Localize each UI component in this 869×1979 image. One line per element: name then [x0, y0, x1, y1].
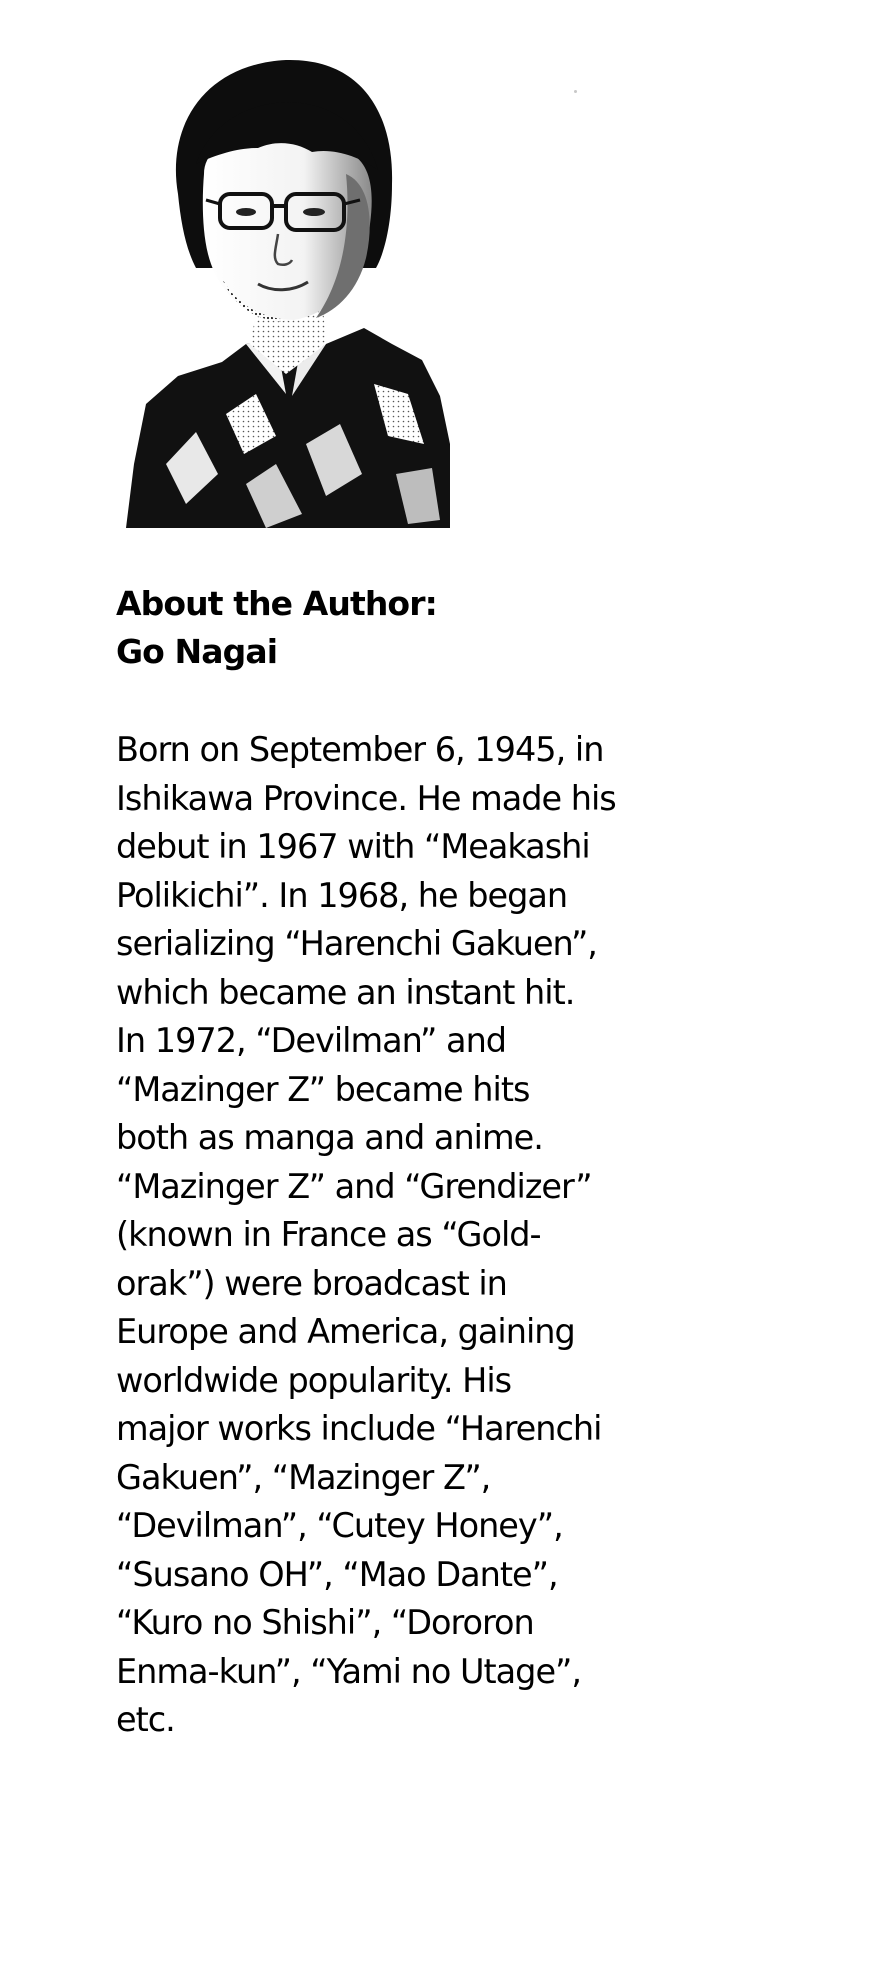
bio-line: Europe and America, gaining	[116, 1312, 575, 1351]
bio-line: Gakuen”, “Mazinger Z”,	[116, 1457, 491, 1497]
author-biography	[116, 726, 816, 1745]
bio-line: Born on September 6, 1945, in	[116, 730, 604, 769]
bio-line: “Mazinger Z” became hits	[116, 1069, 530, 1109]
author-name: Go Nagai	[116, 632, 278, 671]
bio-line: “Mazinger Z” and “Grendizer”	[116, 1166, 592, 1206]
bio-line: (known in France as “Gold-	[116, 1215, 541, 1254]
bio-line: “Kuro no Shishi”, “Dororon	[116, 1603, 534, 1642]
bio-line: In 1972, “Devilman” and	[116, 1021, 507, 1060]
bio-line: Polikichi”. In 1968, he began	[116, 875, 568, 915]
bio-line: “Susano OH”, “Mao Dante”,	[116, 1554, 558, 1594]
bio-line: which became an instant hit.	[116, 972, 575, 1012]
bio-line: debut in 1967 with “Meakashi	[116, 827, 590, 866]
speck-mark	[574, 90, 577, 93]
author-photo	[126, 44, 450, 528]
bio-line: worldwide popularity. His	[116, 1360, 512, 1400]
bio-line: serializing “Harenchi Gakuen”,	[116, 924, 597, 963]
bio-line: orak”) were broadcast in	[116, 1263, 507, 1303]
section-title: About the Author:	[116, 584, 437, 623]
bio-line: “Devilman”, “Cutey Honey”,	[116, 1506, 563, 1545]
about-author-heading	[116, 580, 756, 676]
bio-line: major works include “Harenchi	[116, 1409, 602, 1448]
bio-line: Enma-kun”, “Yami no Utage”,	[116, 1651, 582, 1691]
bio-line: both as manga and anime.	[116, 1118, 543, 1157]
bio-line: etc.	[116, 1700, 175, 1739]
bio-line: Ishikawa Province. He made his	[116, 778, 616, 818]
